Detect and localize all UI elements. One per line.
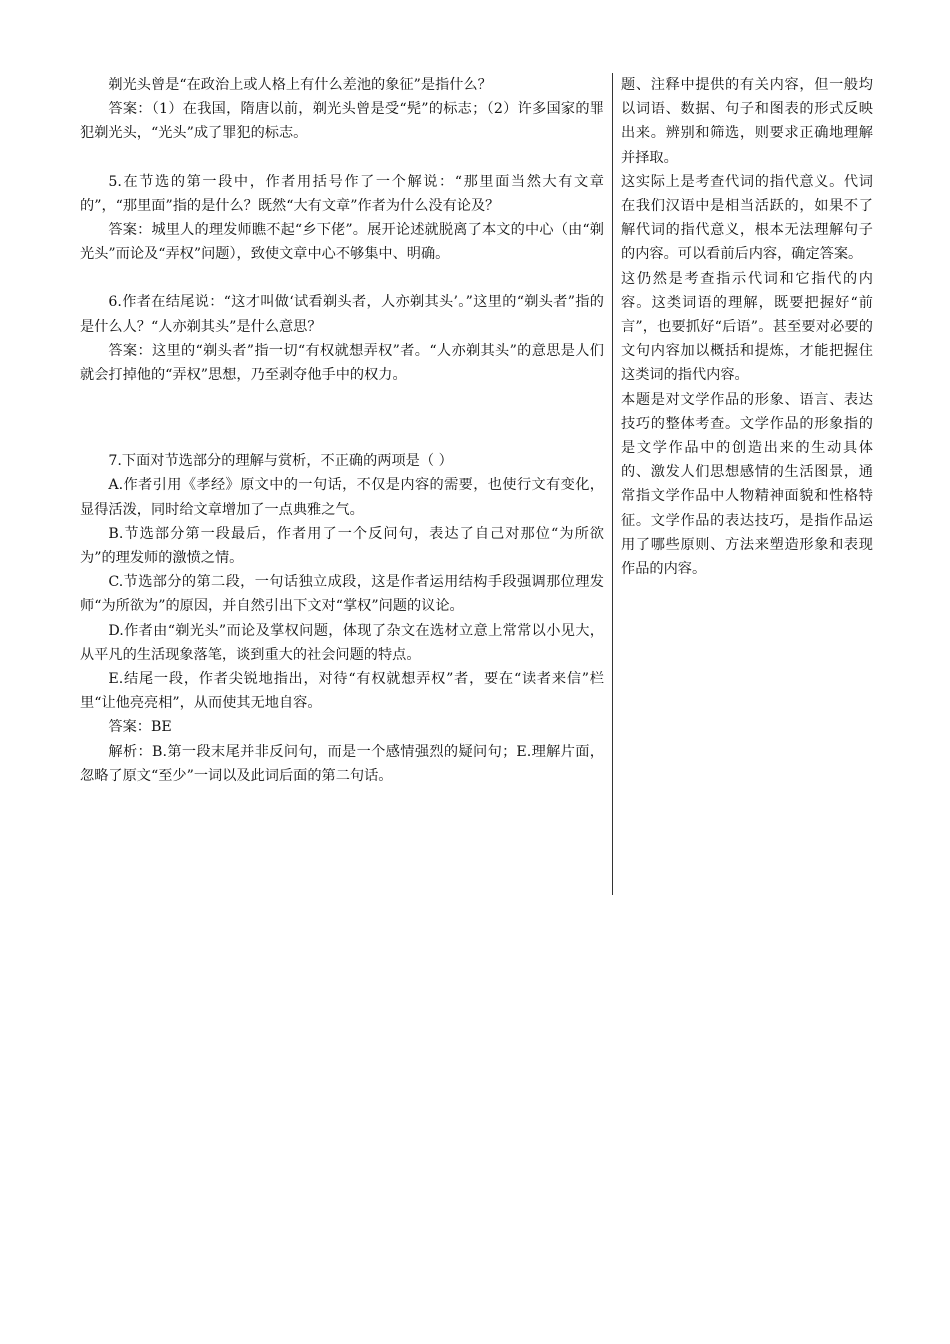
note-item: 题、注释中提供的有关内容，但一般均以词语、数据、句子和图表的形式反映出来。辨别和筛选，则要求正确地理解并择取。 — [621, 77, 873, 166]
spacer — [80, 266, 604, 290]
question-4-text: 剃光头曾是“在政治上或人格上有什么差池的象征”是指什么？ — [108, 77, 492, 93]
spacer — [80, 387, 604, 449]
question-7-option-b: B.节选部分第一段最后，作者用了一个反问句，表达了自己对那位“为所欲为”的理发师的激愤之情。 — [80, 525, 604, 567]
question-7-text: 7.下面对节选部分的理解与赏析，不正确的两项是（ ） — [108, 453, 453, 470]
question-7-option-c: C.节选部分的第二段，一句话独立成段，这是作者运用结构手段强调那位理发师“为所欲为”的原因，并自然引出下文对“掌权”问题的议论。 — [80, 574, 604, 615]
spacer — [80, 146, 604, 170]
question-7-option-a: A.作者引用《孝经》原文中的一句话，不仅是内容的需要，也使行文有变化，显得活泼，同时给文章增加了一点典雅之气。 — [80, 477, 604, 518]
note-item: 这仍然是考查指示代词和它指代的内容。这类词语的理解，既要把握好“前言”，也要抓好“后语”。甚至要对必要的文句内容加以概括和提炼，才能把握住这类词的指代内容。 — [621, 270, 873, 384]
questions-column — [80, 73, 604, 788]
question-6-answer: 答案：这里的“剃头者”指一切“有权就想弄权”者。“人亦剃其头”的意思是人们就会打掉他的“弄权”思想，乃至剥夺他手中的权力。 — [80, 342, 604, 384]
question-6-text: 6.作者在结尾说：“这才叫做‘试看剃头者，人亦剃其头’。”这里的“剃头者”指的是什么人？“人亦剃其头”是什么意思？ — [80, 294, 604, 335]
question-4-answer: 答案：（1）在我国，隋唐以前，剃光头曾是受“髡”的标志；（2）许多国家的罪犯剃光头，“光头”成了罪犯的标志。 — [80, 101, 604, 142]
question-7-option-d: D.作者由“剃光头”而论及掌权问题，体现了杂文在选材立意上常常以小见大，从平凡的生活现象落笔，谈到重大的社会问题的特点。 — [80, 622, 604, 663]
question-7-analysis: 解析：B.第一段末尾并非反问句，而是一个感情强烈的疑问句；E.理解片面，忽略了原文“至少”一词以及此词后面的第二句话。 — [80, 743, 604, 784]
question-5-answer: 答案：城里人的理发师瞧不起“乡下佬”。展开论述就脱离了本文的中心（由“剃光头”而论及“弄权”问题），致使文章中心不够集中、明确。 — [80, 222, 604, 263]
note-item: 这实际上是考查代词的指代意义。代词在我们汉语中是相当活跃的，如果不了解代词的指代意义，根本无法理解句子的内容。可以看前后内容，确定答案。 — [621, 173, 873, 263]
note-item: 本题是对文学作品的形象、语言、表达技巧的整体考查。文学作品的形象指的是文学作品中的创造出来的生动具体的、激发人们思想感情的生活图景，通常指文学作品中人物精神面貌和性格特征。文学作品的表达技巧，是指作品运用了哪些原则、方法来塑造形象和表现作品的内容。 — [621, 391, 873, 578]
question-7-option-e: E.结尾一段，作者尖锐地指出，对待“有权就想弄权”者，要在“读者来信”栏里“让他亮亮相”，从而使其无地自容。 — [80, 671, 604, 712]
column-divider — [612, 73, 613, 895]
question-7-answer: 答案：BE — [108, 719, 172, 736]
question-5-text: 5.在节选的第一段中，作者用括号作了一个解说：“那里面当然大有文章的”，“那里面”指的是什么？既然“大有文章”作者为什么没有论及？ — [80, 173, 604, 214]
notes-column — [621, 73, 873, 581]
